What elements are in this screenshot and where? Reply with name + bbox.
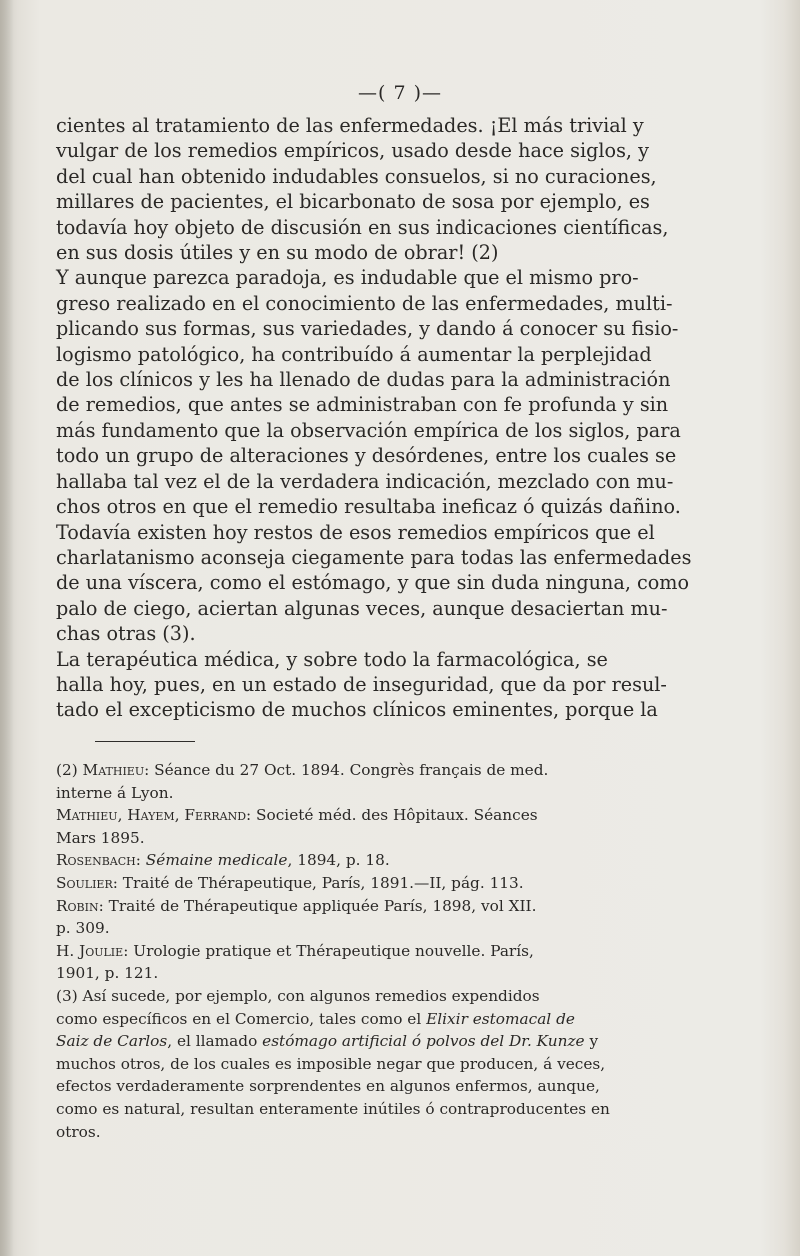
footnote-2-ref <box>56 849 750 872</box>
author-initial: H. <box>56 941 80 960</box>
author-name: Mathieu, Hayem, Ferrand <box>56 806 247 825</box>
author-name: Rosenbach <box>56 851 136 870</box>
footnote-2-ref <box>56 895 750 940</box>
footnote-text: , el llamado <box>167 1032 263 1051</box>
product-name: Elixir estomacal de Saiz de Carlos <box>56 1009 575 1051</box>
product-name: estómago artificial ó polvos del Dr. Kunze <box>262 1032 585 1051</box>
footnotes <box>56 759 750 1143</box>
footnote-2-ref <box>56 872 750 895</box>
footnote-text: y muchos otros, de los cuales es imposible negar que producen, á veces, efectos verdaderamente sorprendentes en algunos enfermos, aunque, como es natural, resultan enteramente inútiles ó contraproducentes en otros. <box>56 1032 610 1141</box>
footnote-marker: (2) <box>56 761 83 779</box>
footnote-2-ref <box>56 940 750 985</box>
footnote-2-ref <box>56 804 750 849</box>
footnote-separator <box>95 741 195 742</box>
author-name: Mathieu <box>82 761 145 779</box>
footnote-text: (3) Así sucede, por ejemplo, con algunos remedios expendidos como específicos en el Comercio, tales como el <box>56 986 540 1028</box>
paragraph: La terapéutica médica, y sobre todo la farmacológica, se halla hoy, pues, en un estado de inseguridad, que da por resul- tado el excepticismo de muchos clínicos eminentes, porque la <box>56 647 667 722</box>
author-name: Robin <box>56 896 99 915</box>
page-binding-shadow <box>0 0 14 1256</box>
citation-text: : Urologie pratique et Thérapeutique nouvelle. París, 1901, p. 121. <box>56 941 534 983</box>
paragraph: Y aunque parezca paradoja, es indudable que el mismo pro- greso realizado en el conocimiento de las enfermedades, multi- plicando sus formas, sus variedades, y dando á conocer su fisio- logismo patológico, ha contribuído á aumentar la perplejidad de los clínicos y les ha llenado de dudas para la administración de remedios, que antes se administraban con fe profunda y sin más fundamento que la observación empírica de los siglos, para todo un grupo de alteraciones y desórdenes, entre los cuales se hallaba tal vez el de la verdadera indicación, mezclado con mu- chos otros en que el remedio resultaba ineficaz ó quizás dañino. Todavía existen hoy restos de esos remedios empíricos que el charlatanismo aconseja ciegamente para todas las enfermedades de una víscera, como el estómago, y que sin duda ninguna, como palo de ciego, aciertan algunas veces, aunque desaciertan mu- chas otras (3). <box>56 266 692 646</box>
paragraph: cientes al tratamiento de las enfermedades. ¡El más trivial y vulgar de los remedios empíricos, usado desde hace siglos, y del cual han obtenido indudables consuelos, si no curaciones, millares de pacientes, el bicarbonato de sosa por ejemplo, es todavía hoy objeto de discusión en sus indicaciones científicas, en sus dosis útiles y en su modo de obrar! (2) <box>56 114 669 265</box>
author-name: Soulier <box>56 873 113 892</box>
citation-text: : Séance du 27 Oct. 1894. Congrès français de med. interne á Lyon. <box>56 761 549 802</box>
citation-text: : Societé méd. des Hôpitaux. Séances Mars 1895. <box>56 806 538 847</box>
main-text <box>56 113 750 723</box>
page-number: —( 7 )— <box>358 82 442 104</box>
citation-text: : <box>135 851 146 870</box>
footnote-2 <box>56 759 750 804</box>
author-name: Joulie <box>79 941 124 960</box>
citation-text: : Traité de Thérapeutique appliquée París, 1898, vol XII. p. 309. <box>56 896 537 938</box>
citation-text: : Traité de Thérapeutique, París, 1891.—II, pág. 113. <box>112 873 524 892</box>
journal-title: Sémaine medicale <box>145 851 288 870</box>
footnote-3 <box>56 985 750 1143</box>
citation-text: , 1894, p. 18. <box>287 851 390 870</box>
